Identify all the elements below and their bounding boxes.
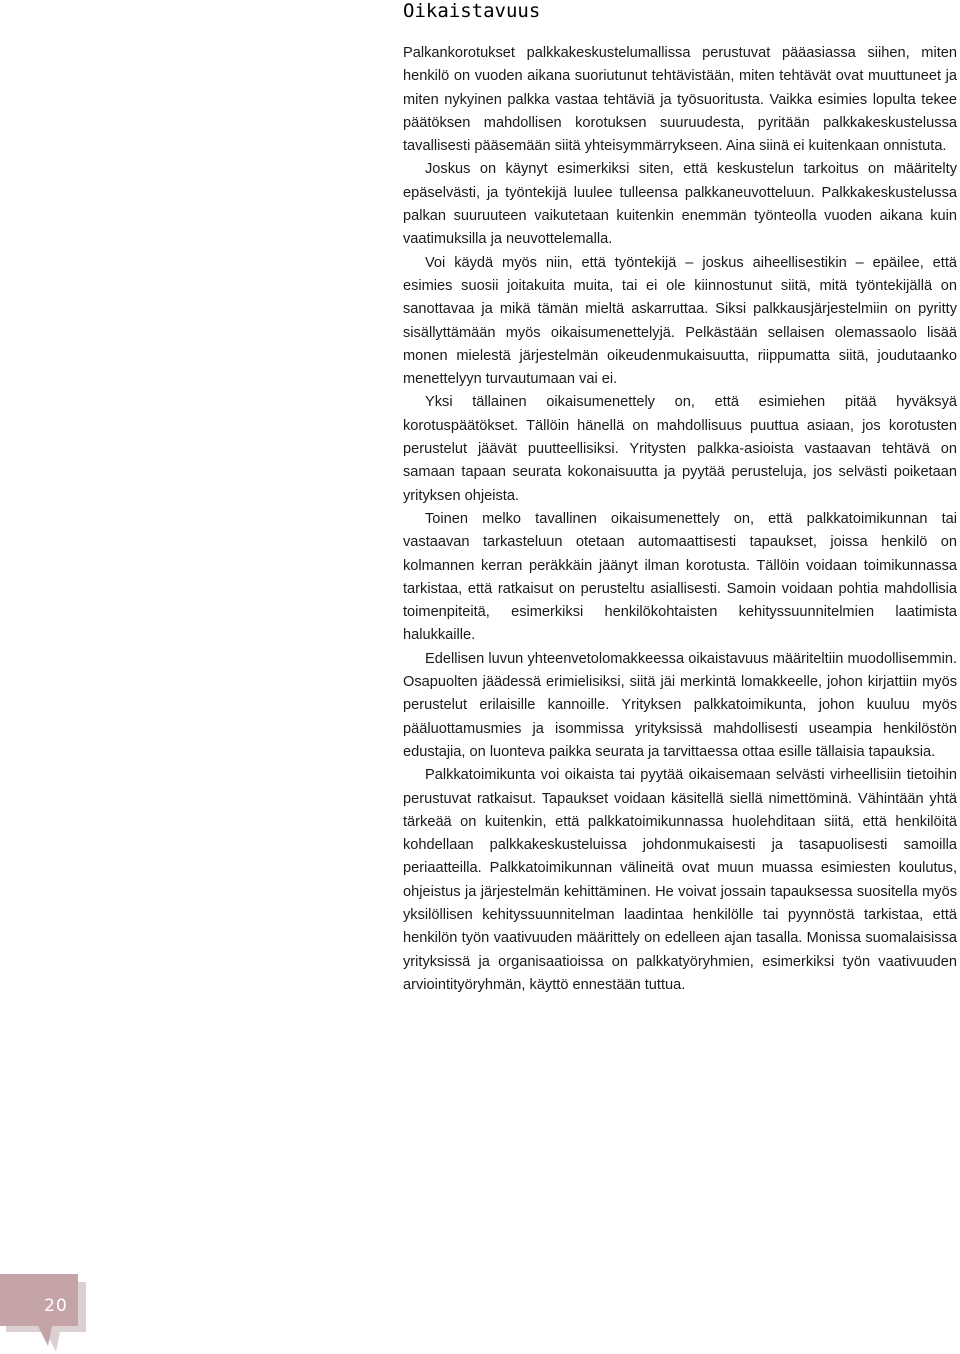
paragraph-1: Palkankorotukset palkkakeskustelumallissa perustuvat pääasiassa siihen, miten henkilö on vuoden aikana suoriutunut tehtävistään, miten tehtävät ovat muuttuneet ja miten nykyinen palkka vastaa tehtäviä ja työsuoritusta. Vaikka esimies lopulta tekee päätöksen mahdollisen korotuksen suuruudesta, pyritään palkkakeskustelussa tavallisesti pääsemään siitä yhteisymmärrykseen. Aina siinä ei kuitenkaan onnistuta.: [403, 45, 957, 155]
page-number: 20: [44, 1296, 68, 1316]
paragraph-3: Voi käydä myös niin, että työntekijä – joskus aiheellisestikin – epäilee, että esimies suosii joitakuita muita, tai ei ole kiinnostunut siitä, mitä työntekijällä on sanottavaa ja mikä tämän mieltä askarruttaa. Siksi palkkausjärjestelmiin on pyritty sisällyttämään myös oikaisumenettelyjä. Pelkästään sellaisen olemassaolo lisää monen mielestä järjestelmän oikeudenmukaisuutta, riippumatta siitä, joudutaanko menettelyyn turvautumaan vai ei.: [403, 254, 957, 388]
paragraph-6: Edellisen luvun yhteenvetolomakkeessa oikaistavuus määriteltiin muodollisemmin. Osapuolten jäädessä erimielisiksi, siitä jäi merkintä lomakkeelle, johon kirjattiin myös perustelut erilaisille kannoille. Yrityksen palkkatoimikunta, johon kuuluu myös pääluottamusmies ja isommissa yrityksissä mahdollisesti useampia henkilöstön edustajia, on luonteva paikka seurata ja tarvittaessa ottaa esille tällaisia tapauksia.: [403, 650, 957, 760]
body-text: [403, 42, 957, 997]
section-title: Oikaistavuus: [403, 0, 541, 22]
paragraph-5: Toinen melko tavallinen oikaisumenettely on, että palkkatoimikunnan tai vastaavan tarkasteluun otetaan automaattisesti tapaukset, joissa henkilö on kolmannen kerran peräkkäin jäänyt ilman korotusta. Tällöin voidaan toimikunnassa tarkistaa, että ratkaisut on perusteltu asiallisesti. Samoin voidaan pohtia mahdollisia toimenpiteitä, esimerkiksi henkilökohtaisten kehityssuunnitelmien laatimista halukkaille.: [403, 510, 957, 644]
paragraph-2: Joskus on käynyt esimerkiksi siten, että keskustelun tarkoitus on määritelty epäselvästi, ja työntekijä luulee tulleensa palkkaneuvotteluun. Palkkakeskustelussa palkan suuruuteen vaikutetaan kuitenkin enemmän työnteolla vuoden aikana kuin vaatimuksilla ja neuvottelemalla.: [403, 161, 957, 248]
paragraph-4: Yksi tällainen oikaisumenettely on, että esimiehen pitää hyväksyä korotuspäätökset. Tällöin hänellä on mahdollisuus puuttua asiaan, jos korotusten perustelut jäävät puutteellisiksi. Yritysten palkka-asioista vastaavan tehtävä on samaan tapaan seurata kokonaisuutta ja pyytää perusteluja, jos selvästi poiketaan yrityksen ohjeista.: [403, 394, 957, 504]
paragraph-7: Palkkatoimikunta voi oikaista tai pyytää oikaisemaan selvästi virheellisiin tietoihin perustuvat ratkaisut. Tapaukset voidaan käsitellä siellä nimettöminä. Vähintään yhtä tärkeää on kuitenkin, että palkkatoimikunnassa huolehditaan siitä, että henkilöitä kohdellaan palkkakeskusteluissa johdonmukaisesti ja tasapuolisesti samoilla periaatteilla. Palkkatoimikunnan välineitä ovat muun muassa esimiesten koulutus, ohjeistus ja järjestelmän kehittäminen. He voivat jossain tapauksessa suositella myös yksilöllisen kehityssuunnitelman laadintaa henkilölle tai pyynnöstä tarkistaa, että henkilön työn vaativuuden määrittely on edelleen ajan tasalla. Monissa suomalaisissa yrityksissä ja organisaatioissa on palkkatyöryhmien, esimerkiksi työn vaativuuden arviointityöryhmän, käyttö ennestään tuttua.: [403, 767, 957, 993]
